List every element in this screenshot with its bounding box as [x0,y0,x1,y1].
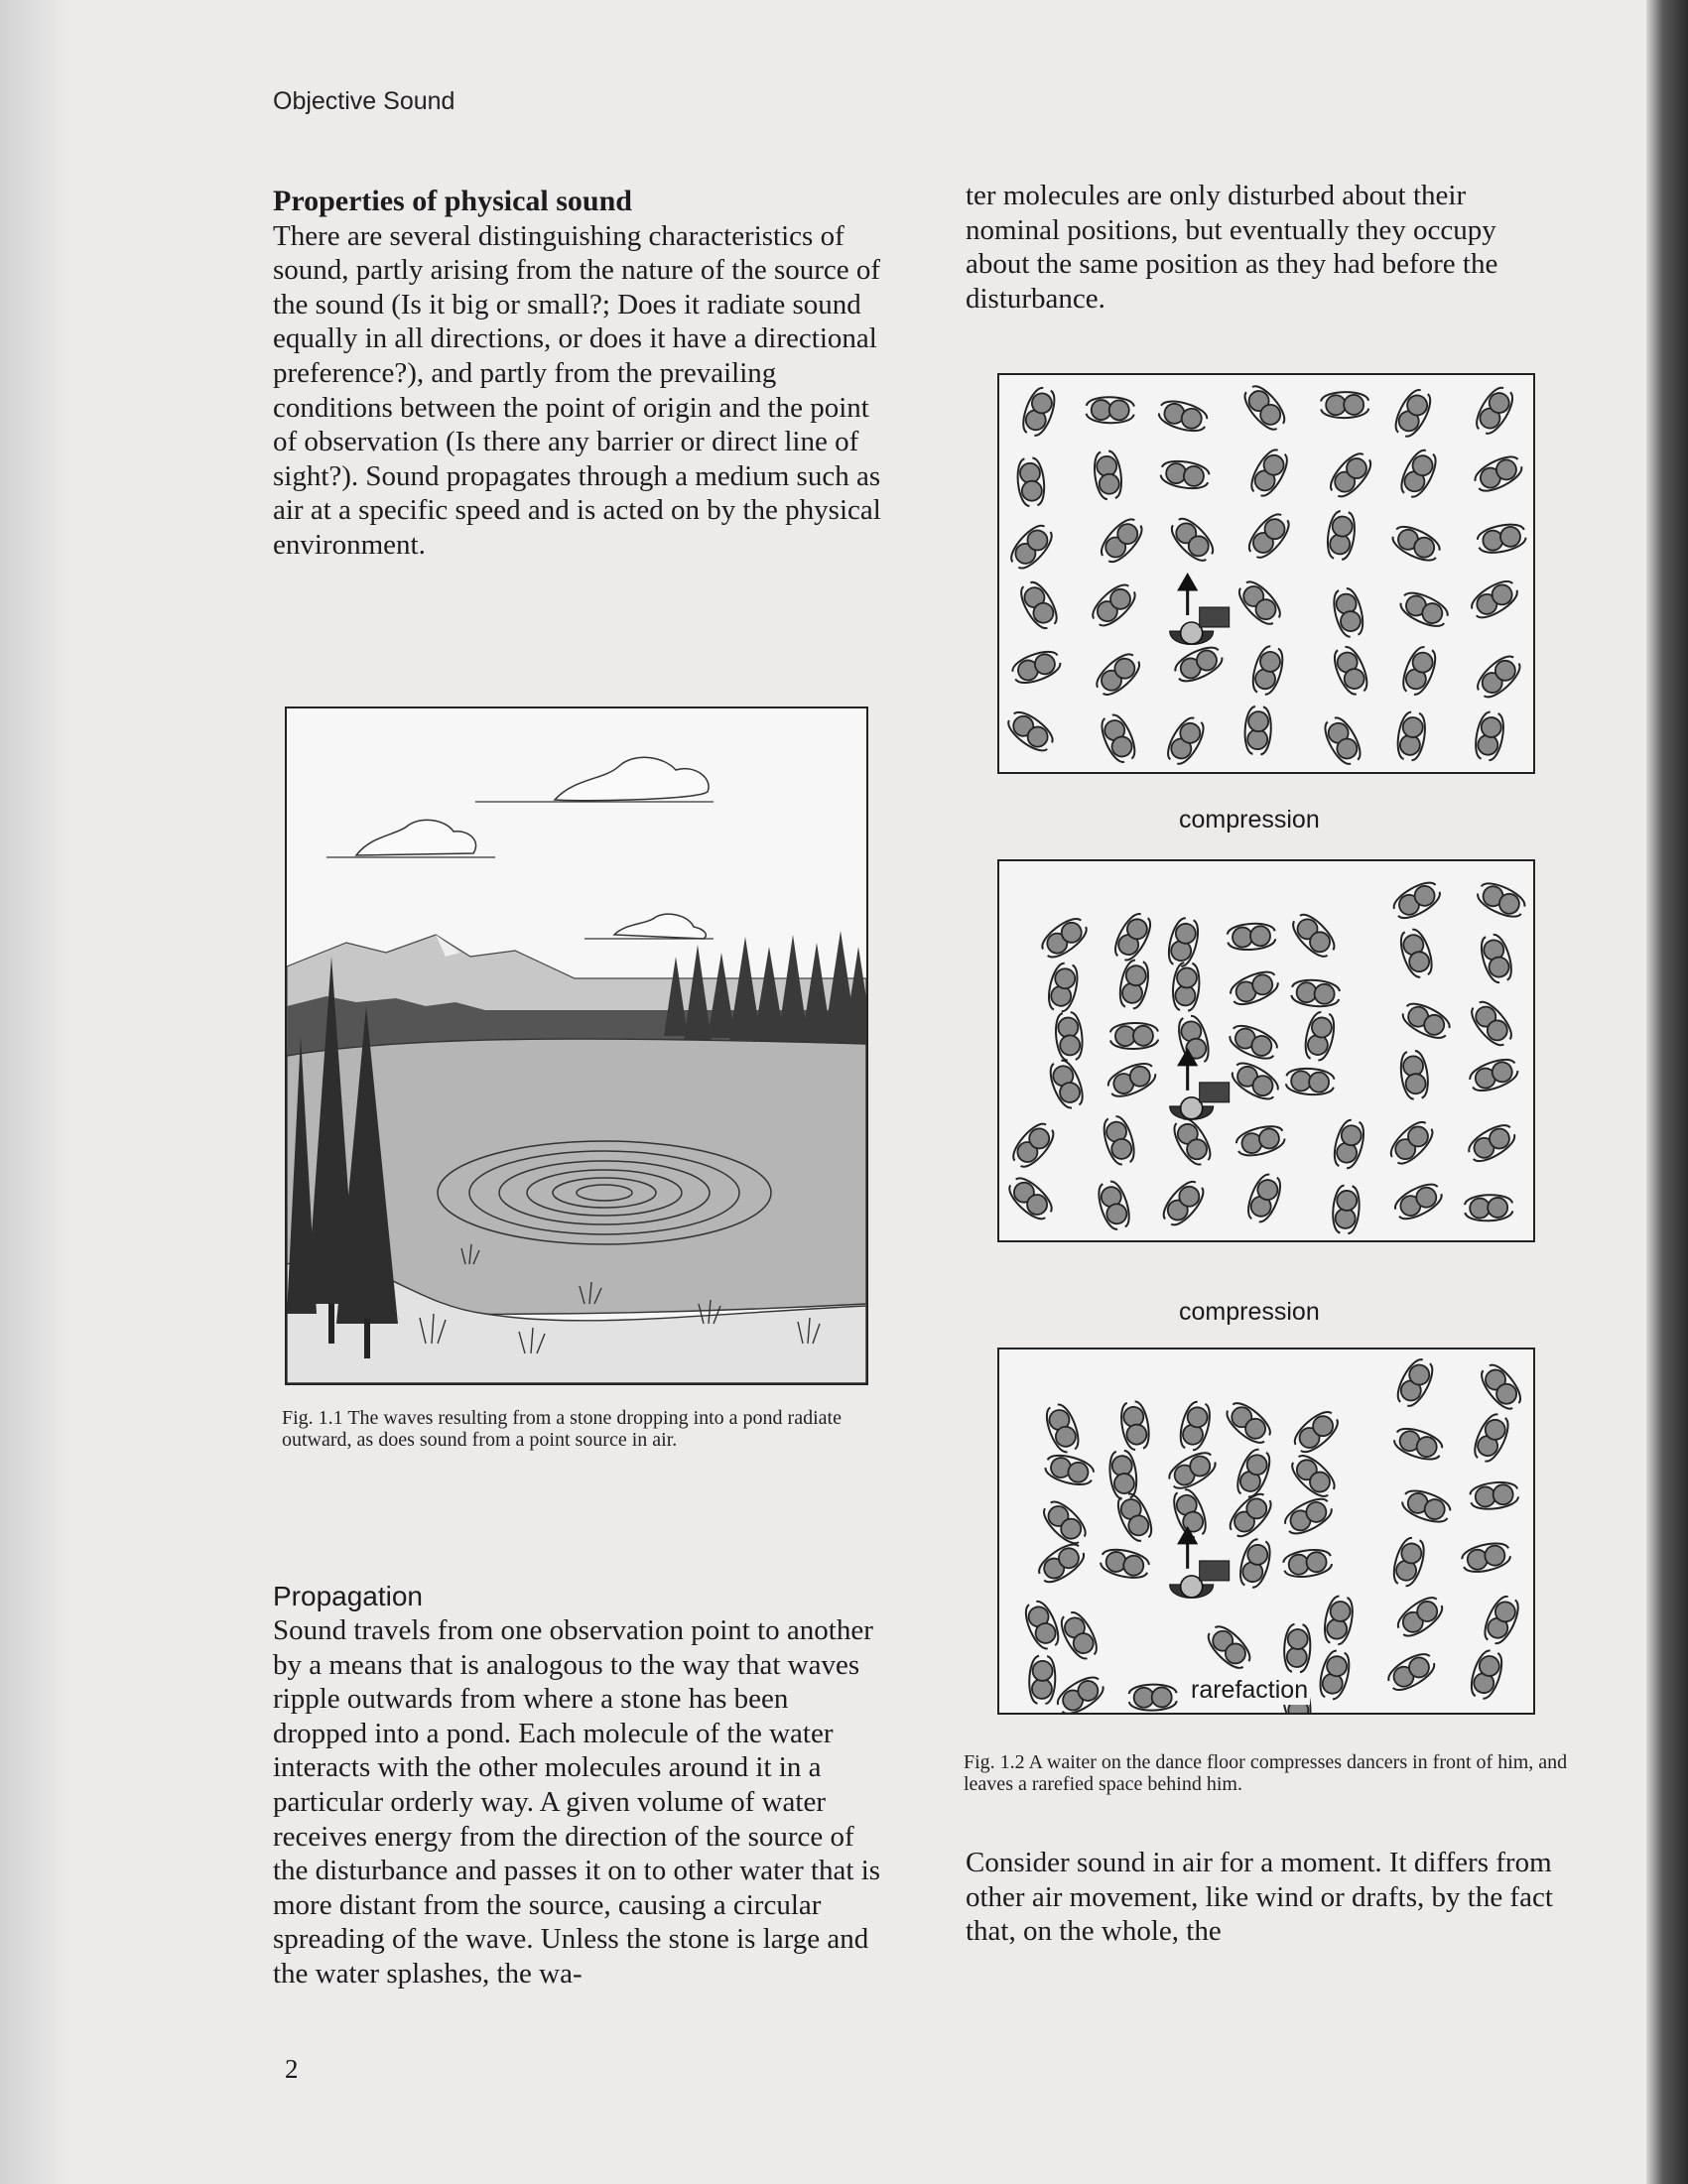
dancer-couple [1393,1593,1447,1642]
dancer-couple [1006,521,1057,574]
dancer-couple [1395,710,1428,761]
dancer-couple [1398,644,1440,698]
propagation-paragraph: Sound travels from one observation point to another by a means that is analogous to the way that waves ripple outwards from where a stone has been dropped into a pond. Each molecule of the water interacts with the other molecules around it in a particular orderly way. A given volume of water receives energy from the direction of the source of the disturbance and passes it on to other water that is more distant from the source, causing a circular spreading of the wave. Unless the stone is large and the water splashes, the wa- [273,1614,881,1990]
dancer-couple [1389,1535,1428,1589]
dancer-couple [1288,910,1340,963]
dancer-couple [1391,1424,1445,1464]
running-head: Objective Sound [273,87,455,115]
dancer-couple [1009,647,1063,688]
dancer-couple [1243,509,1294,562]
continuation-paragraph: ter molecules are only disturbed about their nominal positions, but eventually they occupy about the same position as they had before the disturbance. [966,180,1498,315]
dancer-couple [1322,1595,1357,1646]
dancer-couple [1003,707,1057,756]
dancer-couple [1239,381,1290,434]
dancer-couple [1285,1067,1335,1095]
dancer-couple [1165,1448,1220,1494]
dancer-couple [1477,932,1515,985]
dancer-couple [1039,1496,1091,1548]
dancer-couple [1390,877,1445,924]
dancer-couple [1465,1120,1519,1167]
dancer-couple [1390,386,1435,441]
compression-label-2: compression [1179,1298,1320,1326]
dancer-couple [1045,962,1081,1014]
dancer-couple [1331,1185,1361,1234]
dancer-couple [1317,1649,1354,1702]
right-column-top [966,179,1561,316]
dancers-svg-1 [999,375,1533,772]
section-heading: Properties of physical sound [273,185,632,217]
waiter [1170,1051,1230,1120]
dancer-couple [1056,1608,1102,1663]
dancer-couple [1391,1179,1446,1223]
dancer-couple [1177,1399,1215,1452]
dancer-couple [1015,457,1046,507]
dancer-couple [1283,1623,1311,1672]
dancer-couple [1467,1648,1506,1702]
pond-svg [287,708,866,1383]
dancers-panel-uniform [997,373,1535,774]
dancer-couple [1468,576,1521,622]
dancer-couple [1104,1059,1158,1101]
dancer-couple [1158,1177,1209,1229]
dancer-couple [1203,1621,1254,1673]
dancer-couple [1398,1050,1430,1100]
compression-label-1: compression [1179,806,1320,834]
dancer-couple [1246,446,1293,500]
dancer-couple [1092,649,1144,700]
dancer-couple [1034,1539,1088,1588]
page-number: 2 [285,2054,299,2084]
page-binding-shadow [1646,0,1688,2184]
dancer-couple [1097,514,1147,567]
dancers-svg-2 [999,861,1533,1240]
dancer-couple [1282,1547,1333,1579]
dancer-couple [1227,1021,1280,1064]
dancer-couple [1473,651,1525,703]
dancer-couple [1043,1452,1096,1489]
dancer-couple [1321,392,1368,419]
consider-paragraph: Consider sound in air for a moment. It differs from other air movement, like wind or drafts, by the fact that, on the whole, the [966,1847,1553,1948]
dancer-couple [1320,713,1365,768]
dancer-couple [1171,962,1201,1011]
dancer-couple [1110,910,1156,964]
properties-paragraph: There are several distinguishing characteristics of sound, partly arising from the nature of the source of the sound (Is it big or small?; Does it radiate sound equally in all directions, or does it have a directional preference?), and partly from the prevailing conditions between the point of origin and the point of observation (Is there any barrier or direct line of sight?). Sound propagates through a medium such as air at a specific speed and is acted on by the physical environment. [273,219,881,561]
dancer-couple [1021,1598,1064,1651]
dancer-couple [1460,1540,1512,1576]
rarefaction-label: rarefaction [1191,1676,1309,1704]
figure-2-caption: Fig. 1.2 A waiter on the dance floor compresses dancers in front of him, and leaves a rarefied space behind him. [964,1751,1568,1795]
dancer-couple [1474,878,1527,922]
dancer-couple [1028,1655,1056,1704]
dancers-svg-3 [999,1349,1533,1713]
left-column-bottom [273,1580,888,1991]
dancer-couple [1302,1010,1338,1063]
dancer-couple [1159,458,1210,491]
dancer-couple [1467,1055,1520,1095]
dancer-couple [1243,706,1271,754]
dancer-couple [1396,927,1436,980]
dancer-couple [1016,578,1063,633]
dancer-couple [1243,1171,1285,1224]
dancer-couple [1107,1450,1139,1500]
dancer-couple [1396,447,1441,501]
dancer-couple [1234,577,1285,629]
dancer-couple [1172,642,1227,686]
dancers-panel-rarefaction [997,1348,1535,1715]
dancer-couple [1004,1173,1057,1224]
dancer-couple [1008,1119,1059,1172]
dancer-couple [1467,997,1517,1050]
dancer-couple [1054,1672,1107,1713]
dancer-couple [1038,913,1092,963]
dancer-couple [1092,450,1123,500]
dancer-couple [1163,713,1210,768]
dancer-couple [1227,922,1276,951]
propagation-heading: Propagation [273,1581,424,1611]
dancer-couple [1326,449,1376,501]
dancer-couple [1113,1490,1157,1544]
dancer-couple [1480,1593,1523,1646]
dancer-couple [1470,1411,1513,1465]
dancer-couple [1110,1023,1158,1050]
dancer-couple [1156,397,1209,435]
dancer-couple [1095,1179,1134,1232]
dancer-couple [1169,1114,1216,1169]
dancer-couple [1472,384,1518,439]
dancer-couple [1100,1114,1138,1168]
dancer-couple [1291,978,1341,1008]
dancer-couple [1465,1194,1513,1221]
dancer-couple [1392,1355,1437,1410]
right-column-bottom [966,1846,1561,1949]
waiter [1170,576,1230,645]
dancer-couple [1248,644,1286,697]
dancer-couple [1099,1546,1150,1581]
dancer-couple [1469,1480,1519,1512]
dancer-couple [1234,1122,1287,1160]
dancer-couple [1472,451,1526,496]
dancer-couple [1330,644,1372,698]
dancer-couple [1477,1360,1526,1414]
dancer-couple [1330,586,1366,639]
dancer-couple [1018,385,1059,439]
dancer-couple [1097,711,1139,765]
dancer-couple [1385,1117,1437,1169]
dancer-couple [1287,1451,1340,1502]
figure-1-caption: Fig. 1.1 The waves resulting from a stone dropping into a pond radiate outward, as does sound from a point source in air. [282,1407,842,1451]
dancer-couple [1128,1684,1176,1711]
dancer-couple [1397,587,1451,631]
dancer-couple [1473,710,1507,762]
dancer-couple [1384,1649,1439,1696]
dancer-couple [1389,522,1444,566]
dancer-couple [1281,1493,1336,1538]
dancer-couple [1331,1117,1368,1170]
dancer-couple [1222,1398,1274,1449]
pond-illustration [285,707,868,1385]
dancer-couple [1087,397,1134,424]
dancer-couple [1042,1401,1083,1455]
dancer-couple [1233,1446,1274,1499]
dancer-couple [1116,959,1151,1010]
dancer-couple [1228,967,1281,1010]
left-column-top [273,185,888,563]
dancer-couple [1165,916,1203,968]
dancers-panel-compression [997,859,1535,1242]
dancer-couple [1054,1011,1085,1061]
dancer-couple [1325,510,1357,561]
dancer-couple [1046,1058,1088,1111]
dancer-couple [1290,1407,1343,1458]
dancer-couple [1476,521,1527,556]
dancer-couple [1088,579,1140,631]
dancer-couple [1399,998,1454,1043]
dancer-couple [1166,514,1218,567]
page-edge-left [0,0,69,2184]
dancer-couple [1236,1537,1274,1590]
dancer-couple [1399,1486,1453,1527]
waiter [1170,1529,1230,1599]
dancer-couple [1229,1058,1283,1104]
dancer-couple [1118,1400,1152,1452]
